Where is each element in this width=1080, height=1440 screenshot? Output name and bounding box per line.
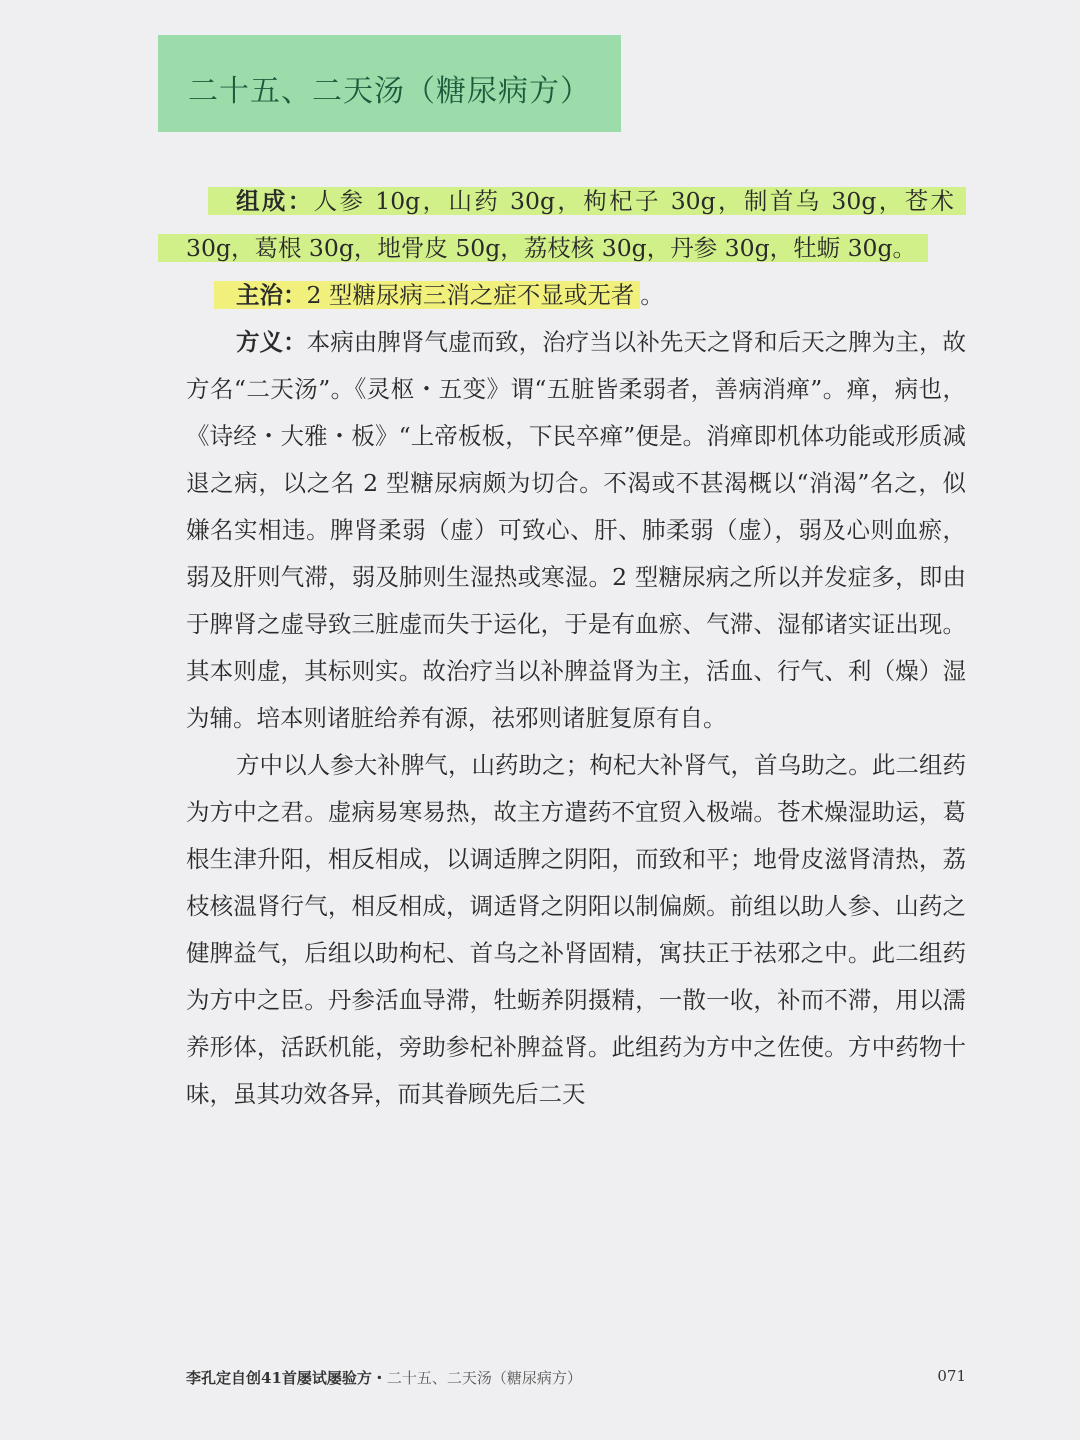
- composition-highlight: [158, 187, 966, 262]
- body-text: [186, 178, 966, 1118]
- meaning-paragraph: [186, 319, 966, 742]
- composition-paragraph: [186, 178, 966, 272]
- indication-paragraph: [186, 272, 966, 319]
- meaning-label: 方义：: [236, 328, 307, 356]
- analysis-paragraph: 方中以人参大补脾气，山药助之；枸杞大补肾气，首乌助之。此二组药为方中之君。虚病易寒易热，故主方遣药不宜贸入极端。苍术燥湿助运，葛根生津升阳，相反相成，以调适脾之阴阳，而致和平；地骨皮滋肾清热，荔枝核温肾行气，相反相成，调适肾之阴阳以制偏颇。前组以助人参、山药之健脾益气，后组以助枸杞、首乌之补肾固精，寓扶正于祛邪之中。此二组药为方中之臣。丹参活血导滞，牡蛎养阴摄精，一散一收，补而不滞，用以濡养形体，活跃机能，旁助参杞补脾益肾。此组药为方中之佐使。方中药物十味，虽其功效各异，而其眷顾先后二天: [186, 751, 966, 1108]
- page-number: 071: [937, 1367, 966, 1385]
- page-title: 二十五、二天汤（糖尿病方）: [188, 73, 591, 109]
- indication-tail: 。: [640, 281, 664, 309]
- indication-label: 主治：: [236, 281, 307, 309]
- running-footer: [186, 1367, 582, 1388]
- meaning-text: 本病由脾肾气虚而致，治疗当以补先天之肾和后天之脾为主，故方名“二天汤”。《灵枢・五变》谓“五脏皆柔弱者，善病消瘅”。瘅，病也，《诗经・大雅・板》“上帝板板，下民卒瘅”便是。消瘅即机体功能或形质减退之病，以之名 2 型糖尿病颇为切合。不渴或不甚渴概以“消渴”名之，似嫌名实相违。脾肾柔弱（虚）可致心、肝、肺柔弱（虚），弱及心则血瘀，弱及肝则气滞，弱及肺则生湿热或寒湿。2 型糖尿病之所以并发症多，即由于脾肾之虚导致三脏虚而失于运化，于是有血瘀、气滞、湿郁诸实证出现。其本则虚，其标则实。故治疗当以补脾益肾为主，活血、行气、利（燥）湿为辅。培本则诸脏给养有源，祛邪则诸脏复原有自。: [186, 328, 967, 732]
- composition-text: 人参 10g，山药 30g，枸杞子 30g，制首乌 30g，苍术 30g，葛根 30g，地骨皮 50g，荔枝核 30g，丹参 30g，牡蛎 30g。: [186, 187, 954, 262]
- title-highlight-box: [158, 35, 621, 132]
- page-footer: [186, 1367, 966, 1388]
- indication-highlight: [214, 281, 640, 309]
- composition-label: 组成：: [236, 187, 314, 215]
- footer-chapter: 二十五、二天汤（糖尿病方）: [386, 1369, 582, 1387]
- indication-text: 2 型糖尿病三消之症不显或无者: [306, 281, 635, 309]
- footer-book-title: 李孔定自创41首屡试屡验方・: [186, 1369, 387, 1387]
